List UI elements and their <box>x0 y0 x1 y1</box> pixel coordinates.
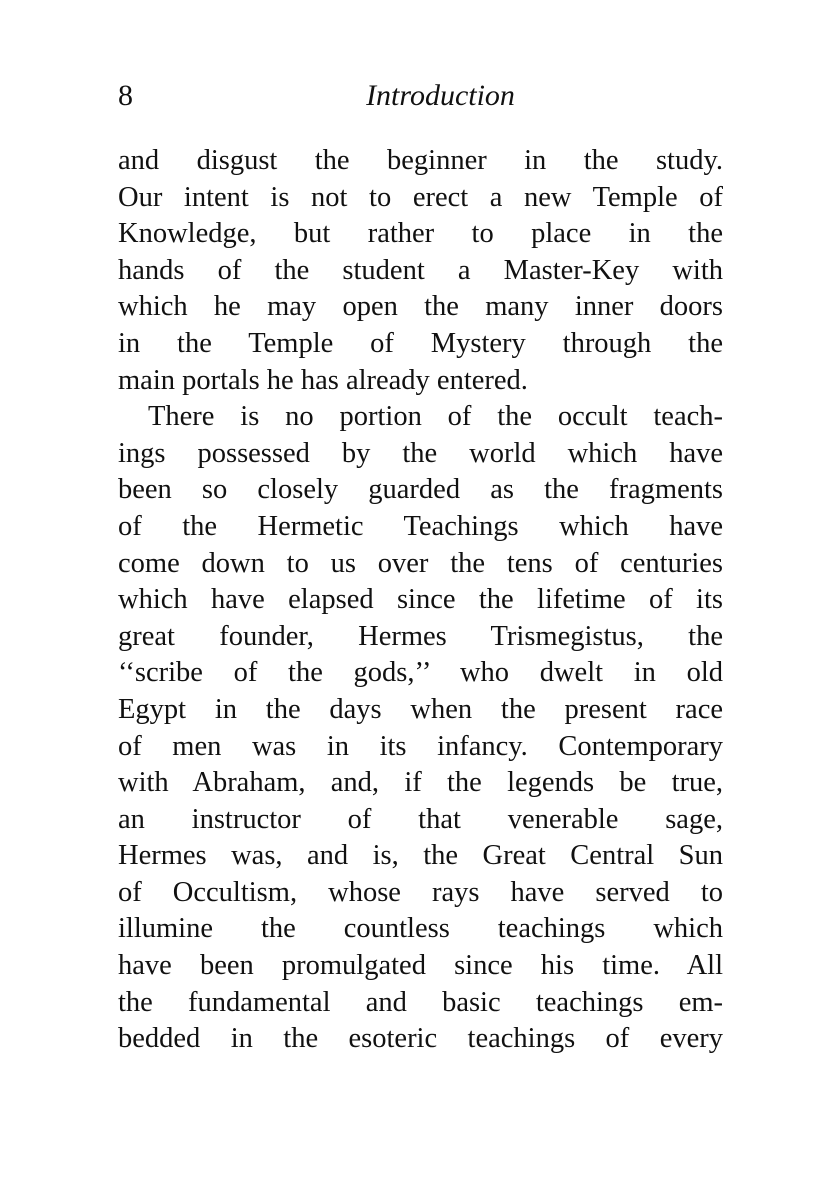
text-line: Our intent is not to erect a new Temple of <box>118 181 723 213</box>
text-line: There is no portion of the occult teach- <box>148 401 723 433</box>
text-line: hands of the student a Master-Key with <box>118 254 723 286</box>
page-header <box>118 76 723 120</box>
page-number: 8 <box>118 79 133 112</box>
text-line: main portals he has already entered. <box>118 364 528 396</box>
text-line: and disgust the beginner in the study. <box>118 145 723 176</box>
body-text <box>118 143 723 1058</box>
text-line: which have elapsed since the lifetime of its <box>118 584 723 616</box>
text-line: Hermes was, and is, the Great Central Sun <box>118 840 723 872</box>
text-line: Knowledge, but rather to place in the <box>118 218 723 250</box>
text-line: illumine the countless teachings which <box>118 913 723 945</box>
text-line: ‘‘scribe of the gods,’’ who dwelt in old <box>118 657 723 689</box>
paragraph-1 <box>118 143 723 399</box>
text-line: been so closely guarded as the fragments <box>118 474 723 506</box>
text-line: come down to us over the tens of centuries <box>118 547 723 579</box>
text-line: Egypt in the days when the present race <box>118 693 723 725</box>
text-line: an instructor of that venerable sage, <box>118 803 723 835</box>
text-line: the fundamental and basic teachings em- <box>118 986 723 1018</box>
text-line: which he may open the many inner doors <box>118 291 723 323</box>
text-line: ings possessed by the world which have <box>118 437 723 469</box>
text-line: in the Temple of Mystery through the <box>118 327 723 359</box>
text-line: of Occultism, whose rays have served to <box>118 876 723 908</box>
text-line: bedded in the esoteric teachings of every <box>118 1023 723 1055</box>
paragraph-2 <box>118 399 723 1058</box>
running-head: Introduction <box>366 79 515 112</box>
text-line: with Abraham, and, if the legends be true, <box>118 767 723 799</box>
text-line: have been promulgated since his time. All <box>118 950 723 982</box>
text-line: of men was in its infancy. Contemporary <box>118 730 723 762</box>
text-line: of the Hermetic Teachings which have <box>118 510 723 542</box>
text-line: great founder, Hermes Trismegistus, the <box>118 620 723 652</box>
